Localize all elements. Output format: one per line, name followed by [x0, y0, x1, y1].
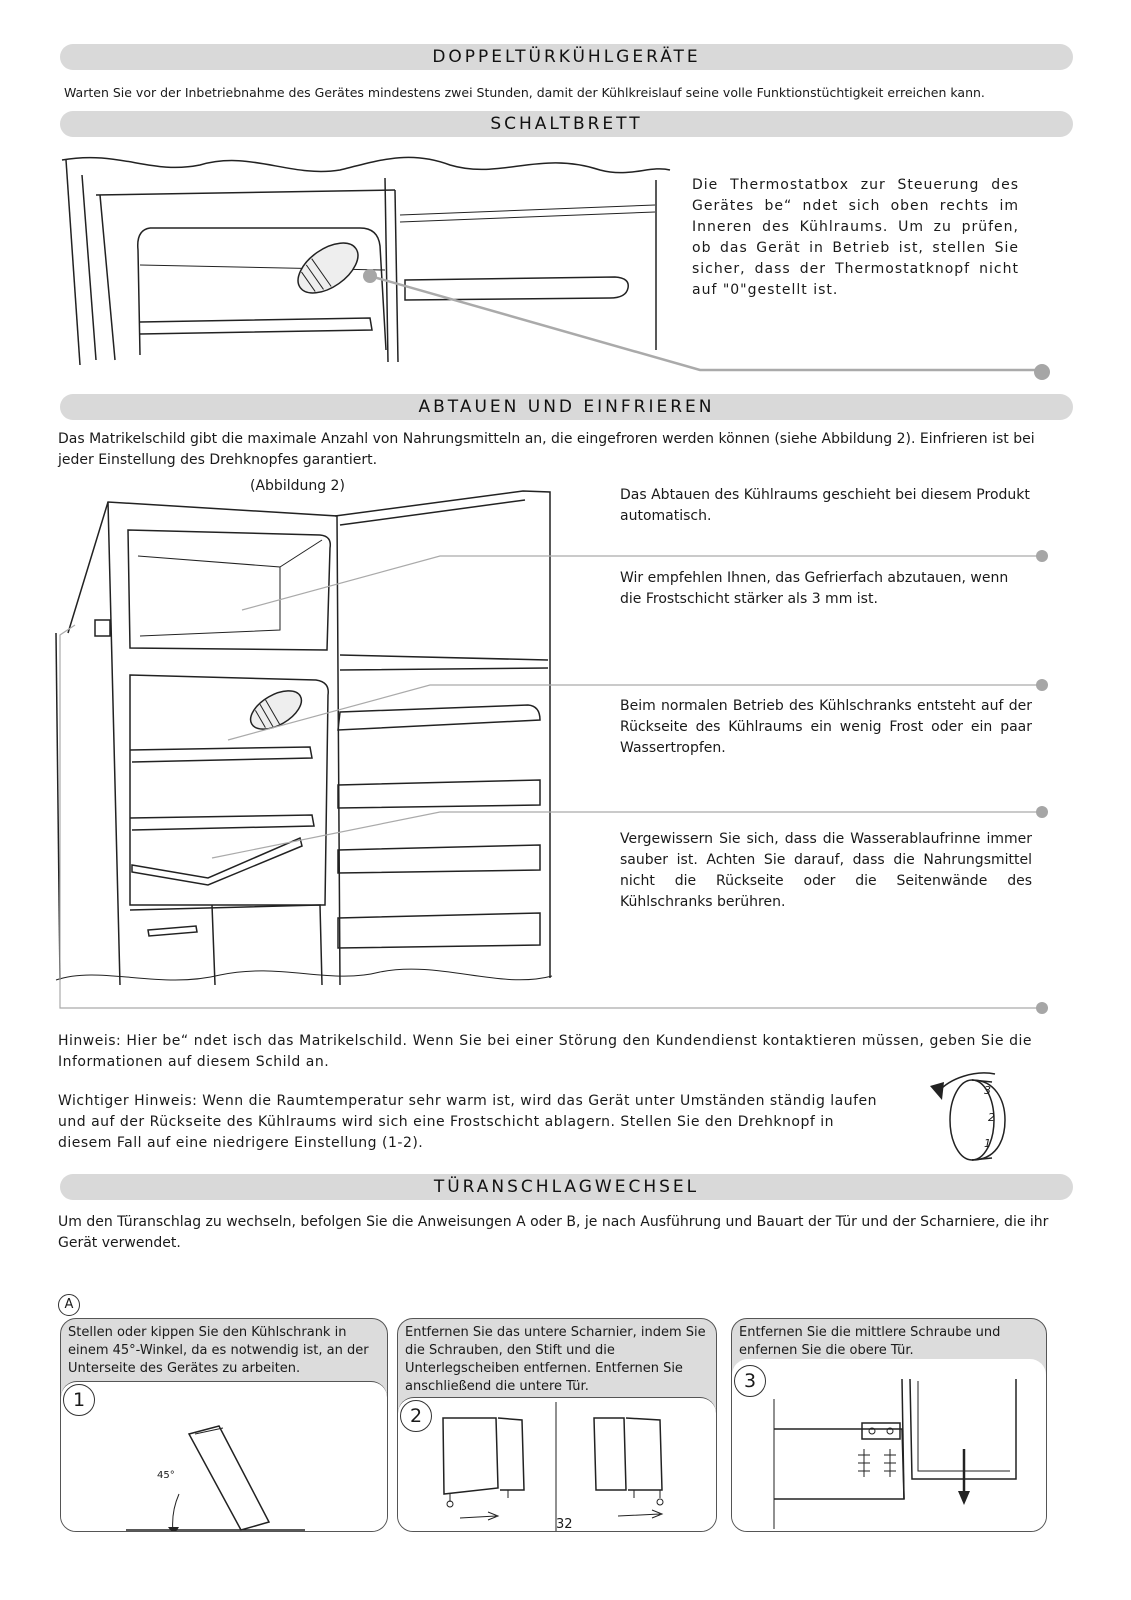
- step-1-illustration: [61, 1381, 387, 1531]
- hinweis-text: Hinweis: Hier be“ ndet isch das Matrikelschild. Wenn Sie bei einer Störung den Kundendienst kontaktieren müssen, geben Sie die Informationen auf diesem Schild an.: [58, 1033, 1032, 1070]
- tueranschlag-intro: Um den Türanschlag zu wechseln, befolgen Sie die Anweisungen A oder B, je nach Ausführung und Bauart der Tür und der Scharniere, die ihr Gerät verwendet.: [58, 1214, 1049, 1251]
- abtauen-note-1: Das Abtauen des Kühlraums geschieht bei diesem Produkt automatisch.: [620, 487, 1030, 524]
- step-panel-1: [60, 1318, 388, 1532]
- knob-label-3: 3: [984, 1084, 991, 1097]
- abtauen-note-2: Wir empfehlen Ihnen, das Gefrierfach abzutauen, wenn die Frostschicht stärker als 3 mm ist.: [620, 570, 1009, 607]
- step-panel-2: [397, 1318, 717, 1532]
- step-2-illustration: [398, 1397, 716, 1531]
- abtauen-note-4: Vergewissern Sie sich, dass die Wasserablaufrinne immer sauber ist. Achten Sie darauf, dass die Nahrungsmittel nicht die Rückseite oder die Seitenwände des Kühlschranks berühren.: [620, 831, 1032, 910]
- step-1-text: Stellen oder kippen Sie den Kühlschrank in einem 45°-Winkel, da es notwendig ist, an der Unterseite des Gerätes zu arbeiten.: [68, 1325, 369, 1376]
- step-panel-3: [731, 1318, 1047, 1532]
- step-2-text: Entfernen Sie das untere Scharnier, indem Sie die Schrauben, den Stift und die Unterlegscheiben entfernen. Entfernen Sie anschließend die untere Tür.: [405, 1325, 706, 1394]
- step-3-illustration: [732, 1359, 1046, 1531]
- knob-label-1: 1: [984, 1137, 991, 1150]
- section-title-doppeltuer: DOPPELTÜRKÜHLGERÄTE: [60, 44, 1073, 70]
- variant-badge: A: [58, 1294, 80, 1316]
- step-1-number: 1: [63, 1384, 95, 1416]
- step-2-number: 2: [400, 1400, 432, 1432]
- wichtiger-hinweis-text: Wichtiger Hinweis: Wenn die Raumtemperatur sehr warm ist, wird das Gerät unter Umständen ständig laufen und auf der Rückseite des Kühlraums wird sich eine Frostschicht ablagern. Stellen Sie den Drehknopf in diesem Fall auf eine niedrigere Einstellung (1-2).: [58, 1093, 878, 1151]
- section-title-tueranschlag: TÜRANSCHLAGWECHSEL: [60, 1174, 1073, 1200]
- knob-label-2: 2: [988, 1111, 995, 1124]
- schaltbrett-text: Die Thermostatbox zur Steuerung des Gerätes be“ ndet sich oben rechts im Inneren des Kühlraums. Um zu prüfen, ob das Gerät in Betrieb ist, stellen Sie sicher, dass der Thermostatknopf nicht auf "0"gestellt ist.: [692, 177, 1019, 298]
- figure-caption: (Abbildung 2): [250, 478, 345, 494]
- knob-icon: [920, 1060, 1040, 1160]
- step-3-number: 3: [734, 1365, 766, 1397]
- doppeltuer-text: Warten Sie vor der Inbetriebnahme des Gerätes mindestens zwei Stunden, damit der Kühlkreislauf seine volle Funktionstüchtigkeit erreichen kann.: [64, 85, 985, 100]
- section-title-abtauen: ABTAUEN UND EINFRIEREN: [60, 394, 1073, 420]
- page-number: 32: [556, 1517, 573, 1532]
- abtauen-note-3: Beim normalen Betrieb des Kühlschranks entsteht auf der Rückseite des Kühlraums ein wenig Frost oder ein paar Wassertropfen.: [620, 698, 1032, 756]
- step-3-text: Entfernen Sie die mittlere Schraube und enfernen Sie die obere Tür.: [739, 1325, 1001, 1358]
- section-title-schaltbrett: SCHALTBRETT: [60, 111, 1073, 137]
- abtauen-intro: Das Matrikelschild gibt die maximale Anzahl von Nahrungsmitteln an, die eingefroren werden können (siehe Abbildung 2). Einfrieren ist bei jeder Einstellung des Drehknopfes garantiert.: [58, 431, 1035, 468]
- angle-label: 45°: [157, 1470, 175, 1481]
